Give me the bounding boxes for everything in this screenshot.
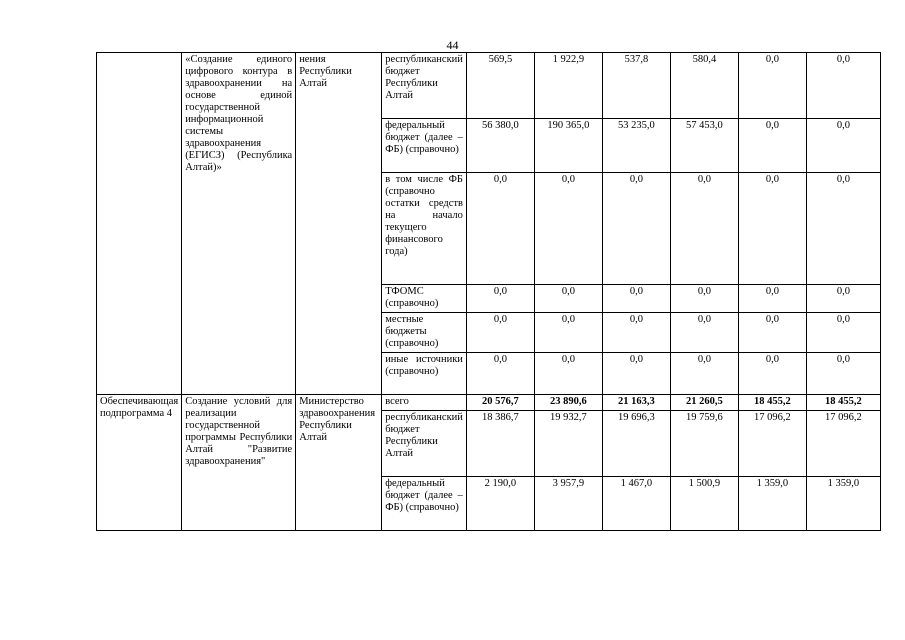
- value-cell: 0,0: [738, 53, 806, 119]
- executor-cell: нения Республики Алтай: [296, 53, 382, 395]
- value-cell: 2 190,0: [466, 477, 534, 531]
- value-cell: 18 455,2: [738, 395, 806, 411]
- funding-source-cell: местные бюджеты (справочно): [382, 313, 467, 353]
- budget-table: [96, 52, 881, 531]
- program-name-cell: Обеспечивающая подпрограмма 4: [97, 395, 182, 531]
- value-cell: 0,0: [534, 173, 602, 285]
- value-cell: 537,8: [602, 53, 670, 119]
- table-row: [97, 395, 881, 411]
- value-cell: 57 453,0: [670, 119, 738, 173]
- value-cell: 0,0: [602, 353, 670, 395]
- value-cell: 190 365,0: [534, 119, 602, 173]
- value-cell: 18 386,7: [466, 411, 534, 477]
- value-cell: 21 260,5: [670, 395, 738, 411]
- value-cell: 0,0: [806, 285, 880, 313]
- value-cell: 0,0: [466, 285, 534, 313]
- value-cell: 0,0: [466, 173, 534, 285]
- value-cell: 0,0: [534, 313, 602, 353]
- value-cell: 1 922,9: [534, 53, 602, 119]
- funding-source-cell: республиканский бюджет Республики Алтай: [382, 53, 467, 119]
- value-cell: 0,0: [670, 285, 738, 313]
- value-cell: 0,0: [670, 173, 738, 285]
- value-cell: 19 759,6: [670, 411, 738, 477]
- funding-source-cell: в том числе ФБ (справочно остатки средств на начало текущего финансового года): [382, 173, 467, 285]
- funding-source-cell: ТФОМС (справочно): [382, 285, 467, 313]
- value-cell: 0,0: [534, 353, 602, 395]
- value-cell: 56 380,0: [466, 119, 534, 173]
- funding-source-cell: республиканский бюджет Республики Алтай: [382, 411, 467, 477]
- value-cell: 0,0: [806, 53, 880, 119]
- program-name-cell: [97, 53, 182, 395]
- executor-cell: Министерство здравоохранения Республики Алтай: [296, 395, 382, 531]
- value-cell: 19 932,7: [534, 411, 602, 477]
- value-cell: 3 957,9: [534, 477, 602, 531]
- value-cell: 0,0: [602, 285, 670, 313]
- value-cell: 580,4: [670, 53, 738, 119]
- value-cell: 1 467,0: [602, 477, 670, 531]
- value-cell: 0,0: [806, 173, 880, 285]
- value-cell: 0,0: [602, 173, 670, 285]
- value-cell: 17 096,2: [738, 411, 806, 477]
- page-number: 44: [446, 38, 459, 52]
- value-cell: 0,0: [534, 285, 602, 313]
- value-cell: 0,0: [806, 313, 880, 353]
- value-cell: 0,0: [670, 353, 738, 395]
- value-cell: 20 576,7: [466, 395, 534, 411]
- value-cell: 0,0: [738, 353, 806, 395]
- value-cell: 0,0: [738, 313, 806, 353]
- value-cell: 1 359,0: [806, 477, 880, 531]
- value-cell: 0,0: [738, 173, 806, 285]
- value-cell: 0,0: [806, 353, 880, 395]
- value-cell: 21 163,3: [602, 395, 670, 411]
- value-cell: 23 890,6: [534, 395, 602, 411]
- value-cell: 0,0: [602, 313, 670, 353]
- value-cell: 53 235,0: [602, 119, 670, 173]
- funding-source-cell: федеральный бюджет (далее – ФБ) (справочно): [382, 119, 467, 173]
- funding-source-cell: федеральный бюджет (далее – ФБ) (справочно): [382, 477, 467, 531]
- value-cell: 18 455,2: [806, 395, 880, 411]
- value-cell: 0,0: [806, 119, 880, 173]
- value-cell: 1 500,9: [670, 477, 738, 531]
- value-cell: 0,0: [738, 285, 806, 313]
- table-row: [97, 53, 881, 119]
- value-cell: 0,0: [670, 313, 738, 353]
- program-description-cell: «Создание единого цифрового контура в здравоохранении на основе единой государственной информационной системы здравоохранения (ЕГИСЗ) (Республика Алтай)»: [182, 53, 296, 395]
- funding-source-cell: всего: [382, 395, 467, 411]
- value-cell: 0,0: [738, 119, 806, 173]
- value-cell: 19 696,3: [602, 411, 670, 477]
- program-description-cell: Создание условий для реализации государственной программы Республики Алтай "Развитие здравоохранения": [182, 395, 296, 531]
- value-cell: 17 096,2: [806, 411, 880, 477]
- value-cell: 1 359,0: [738, 477, 806, 531]
- funding-source-cell: иные источники (справочно): [382, 353, 467, 395]
- value-cell: 0,0: [466, 313, 534, 353]
- value-cell: 0,0: [466, 353, 534, 395]
- value-cell: 569,5: [466, 53, 534, 119]
